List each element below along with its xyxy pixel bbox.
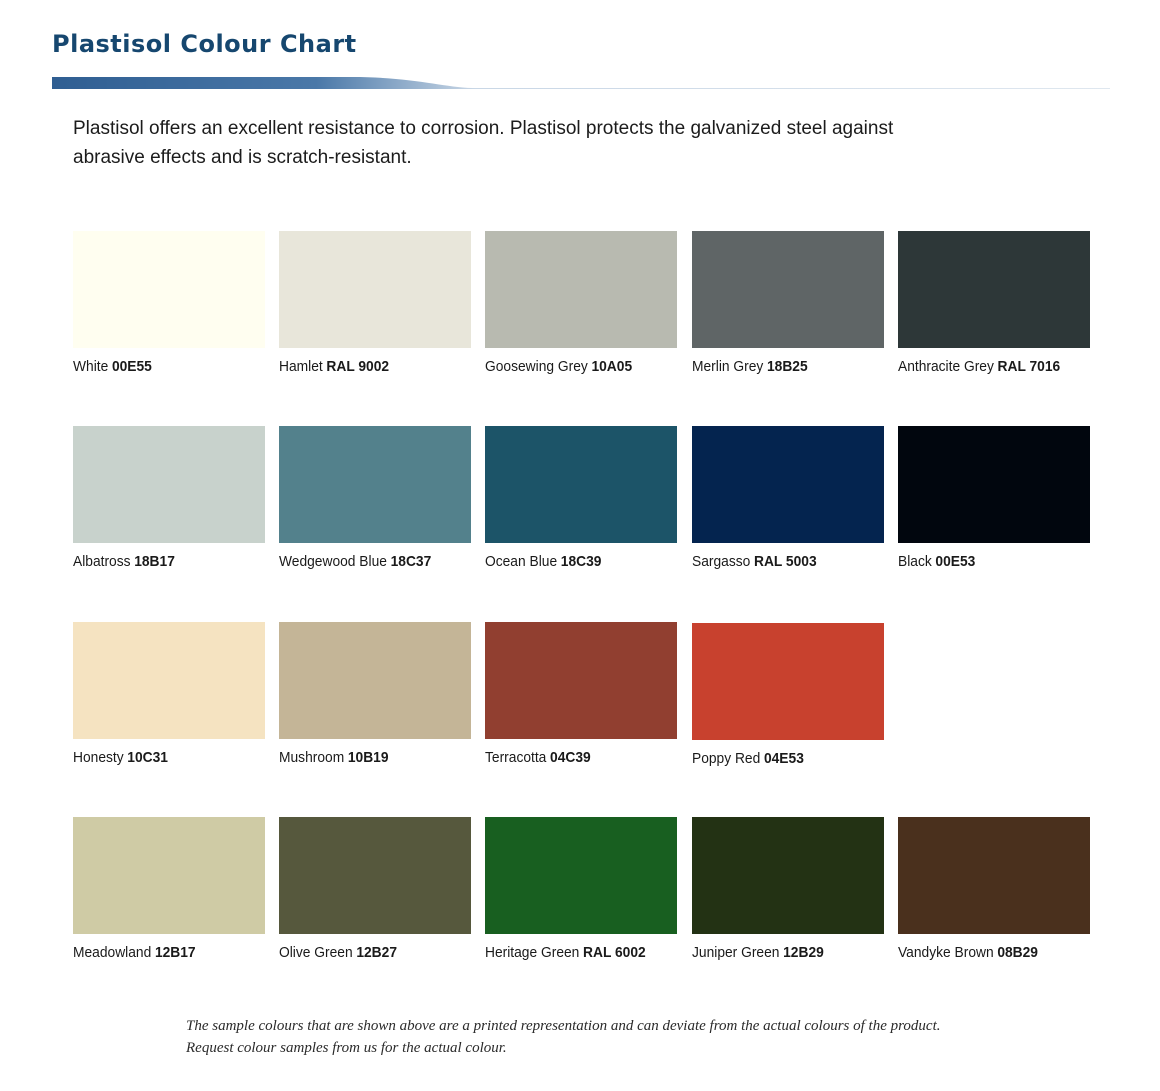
swatch-code: 10C31 bbox=[127, 749, 168, 766]
intro-line-2: abrasive effects and is scratch-resistant. bbox=[73, 147, 412, 168]
swatch-code: 12B29 bbox=[783, 944, 824, 961]
colour-swatch bbox=[485, 622, 677, 739]
swatch-card bbox=[898, 426, 1090, 570]
colour-swatch bbox=[73, 426, 265, 543]
swatch-code: 00E53 bbox=[935, 553, 976, 570]
swatch-name: Honesty bbox=[73, 749, 124, 766]
colour-swatch bbox=[692, 817, 884, 934]
swatch-code: 04E53 bbox=[763, 750, 804, 767]
page-title: Plastisol Colour Chart bbox=[52, 30, 357, 58]
swatch-code: 00E55 bbox=[111, 358, 152, 375]
swatch-label bbox=[692, 750, 869, 767]
swatch-card bbox=[692, 623, 884, 767]
swatch-label bbox=[485, 944, 662, 961]
swatch-name: Heritage Green bbox=[485, 944, 580, 961]
colour-swatch bbox=[692, 623, 884, 740]
disclaimer-line-1: The sample colours that are shown above are a printed representation and can deviate from the actual colours of the product. bbox=[186, 1018, 941, 1034]
swatch-card bbox=[692, 426, 884, 570]
swatch-name: Sargasso bbox=[692, 553, 751, 570]
swatch-card bbox=[73, 817, 265, 961]
swatch-name: Juniper Green bbox=[692, 944, 780, 961]
colour-swatch bbox=[898, 231, 1090, 348]
swatch-code: 18C39 bbox=[560, 553, 602, 570]
swatch-code: 08B29 bbox=[997, 944, 1038, 961]
swatch-code: 10B19 bbox=[347, 749, 389, 766]
swatch-name: Hamlet bbox=[279, 358, 323, 375]
swatch-label bbox=[279, 944, 456, 961]
swatch-name: Meadowland bbox=[73, 944, 152, 961]
swatch-card bbox=[73, 622, 265, 766]
swatch-name: Vandyke Brown bbox=[898, 944, 994, 961]
swatch-label bbox=[692, 358, 869, 375]
swatch-card bbox=[279, 231, 471, 375]
swatch-name: Black bbox=[898, 553, 932, 570]
swatch-card bbox=[485, 426, 677, 570]
colour-swatch bbox=[73, 231, 265, 348]
swatch-card bbox=[898, 817, 1090, 961]
swatch-card bbox=[692, 817, 884, 961]
swatch-card bbox=[279, 622, 471, 766]
swatch-code: 12B17 bbox=[154, 944, 196, 961]
swatch-label bbox=[692, 553, 869, 570]
swatch-code: 18B25 bbox=[766, 358, 808, 375]
swatch-label bbox=[73, 944, 250, 961]
colour-swatch bbox=[279, 622, 471, 739]
swatch-name: White bbox=[73, 358, 109, 375]
swatch-label bbox=[73, 553, 250, 570]
swatch-card bbox=[73, 231, 265, 375]
swatch-code: 10A05 bbox=[591, 358, 633, 375]
swatch-code: RAL 6002 bbox=[583, 944, 646, 961]
colour-swatch bbox=[692, 231, 884, 348]
swatch-code: RAL 5003 bbox=[753, 553, 817, 570]
swatch-label bbox=[73, 358, 250, 375]
swatch-name: Anthracite Grey bbox=[898, 358, 994, 375]
colour-swatch bbox=[485, 231, 677, 348]
swatch-card bbox=[73, 426, 265, 570]
swatch-name: Mushroom bbox=[279, 749, 345, 766]
swatch-name: Terracotta bbox=[485, 749, 547, 766]
swatch-code: 12B27 bbox=[356, 944, 397, 961]
swatch-label bbox=[692, 944, 869, 961]
swatch-code: RAL 7016 bbox=[997, 358, 1061, 375]
swatch-label bbox=[279, 358, 456, 375]
swatch-name: Merlin Grey bbox=[692, 358, 764, 375]
swatch-card bbox=[898, 231, 1090, 375]
swatch-label bbox=[485, 553, 662, 570]
colour-swatch bbox=[73, 622, 265, 739]
colour-swatch bbox=[73, 817, 265, 934]
swatch-card bbox=[279, 426, 471, 570]
colour-swatch bbox=[279, 817, 471, 934]
swatch-label bbox=[279, 749, 456, 766]
swatch-card bbox=[692, 231, 884, 375]
swatch-card bbox=[485, 231, 677, 375]
swatch-name: Goosewing Grey bbox=[485, 358, 588, 375]
swatch-label bbox=[485, 749, 662, 766]
swatch-card bbox=[279, 817, 471, 961]
colour-swatch bbox=[692, 426, 884, 543]
swatch-label bbox=[898, 358, 1075, 375]
colour-swatch bbox=[898, 817, 1090, 934]
colour-swatch bbox=[279, 426, 471, 543]
swatch-card bbox=[485, 622, 677, 766]
swatch-label bbox=[279, 553, 456, 570]
colour-swatch bbox=[898, 426, 1090, 543]
swatch-code: 18C37 bbox=[390, 553, 432, 570]
swatch-code: RAL 9002 bbox=[326, 358, 390, 375]
disclaimer-line-2: Request colour samples from us for the actual colour. bbox=[186, 1040, 507, 1056]
swatch-name: Wedgewood Blue bbox=[279, 553, 387, 570]
swatch-card bbox=[485, 817, 677, 961]
swatch-label bbox=[898, 944, 1075, 961]
colour-swatch bbox=[485, 817, 677, 934]
colour-swatch bbox=[485, 426, 677, 543]
swatch-name: Olive Green bbox=[279, 944, 353, 961]
swatch-label bbox=[898, 553, 1075, 570]
swatch-label bbox=[485, 358, 662, 375]
swatch-name: Albatross bbox=[73, 553, 131, 570]
swatch-code: 04C39 bbox=[550, 749, 591, 766]
intro-line-1: Plastisol offers an excellent resistance to corrosion. Plastisol protects the galvanized steel against bbox=[73, 118, 894, 139]
swatch-label bbox=[73, 749, 250, 766]
colour-swatch bbox=[279, 231, 471, 348]
swatch-code: 18B17 bbox=[134, 553, 175, 570]
disclaimer-note bbox=[186, 1015, 1086, 1059]
swatch-name: Poppy Red bbox=[692, 750, 761, 767]
swatch-name: Ocean Blue bbox=[485, 553, 558, 570]
